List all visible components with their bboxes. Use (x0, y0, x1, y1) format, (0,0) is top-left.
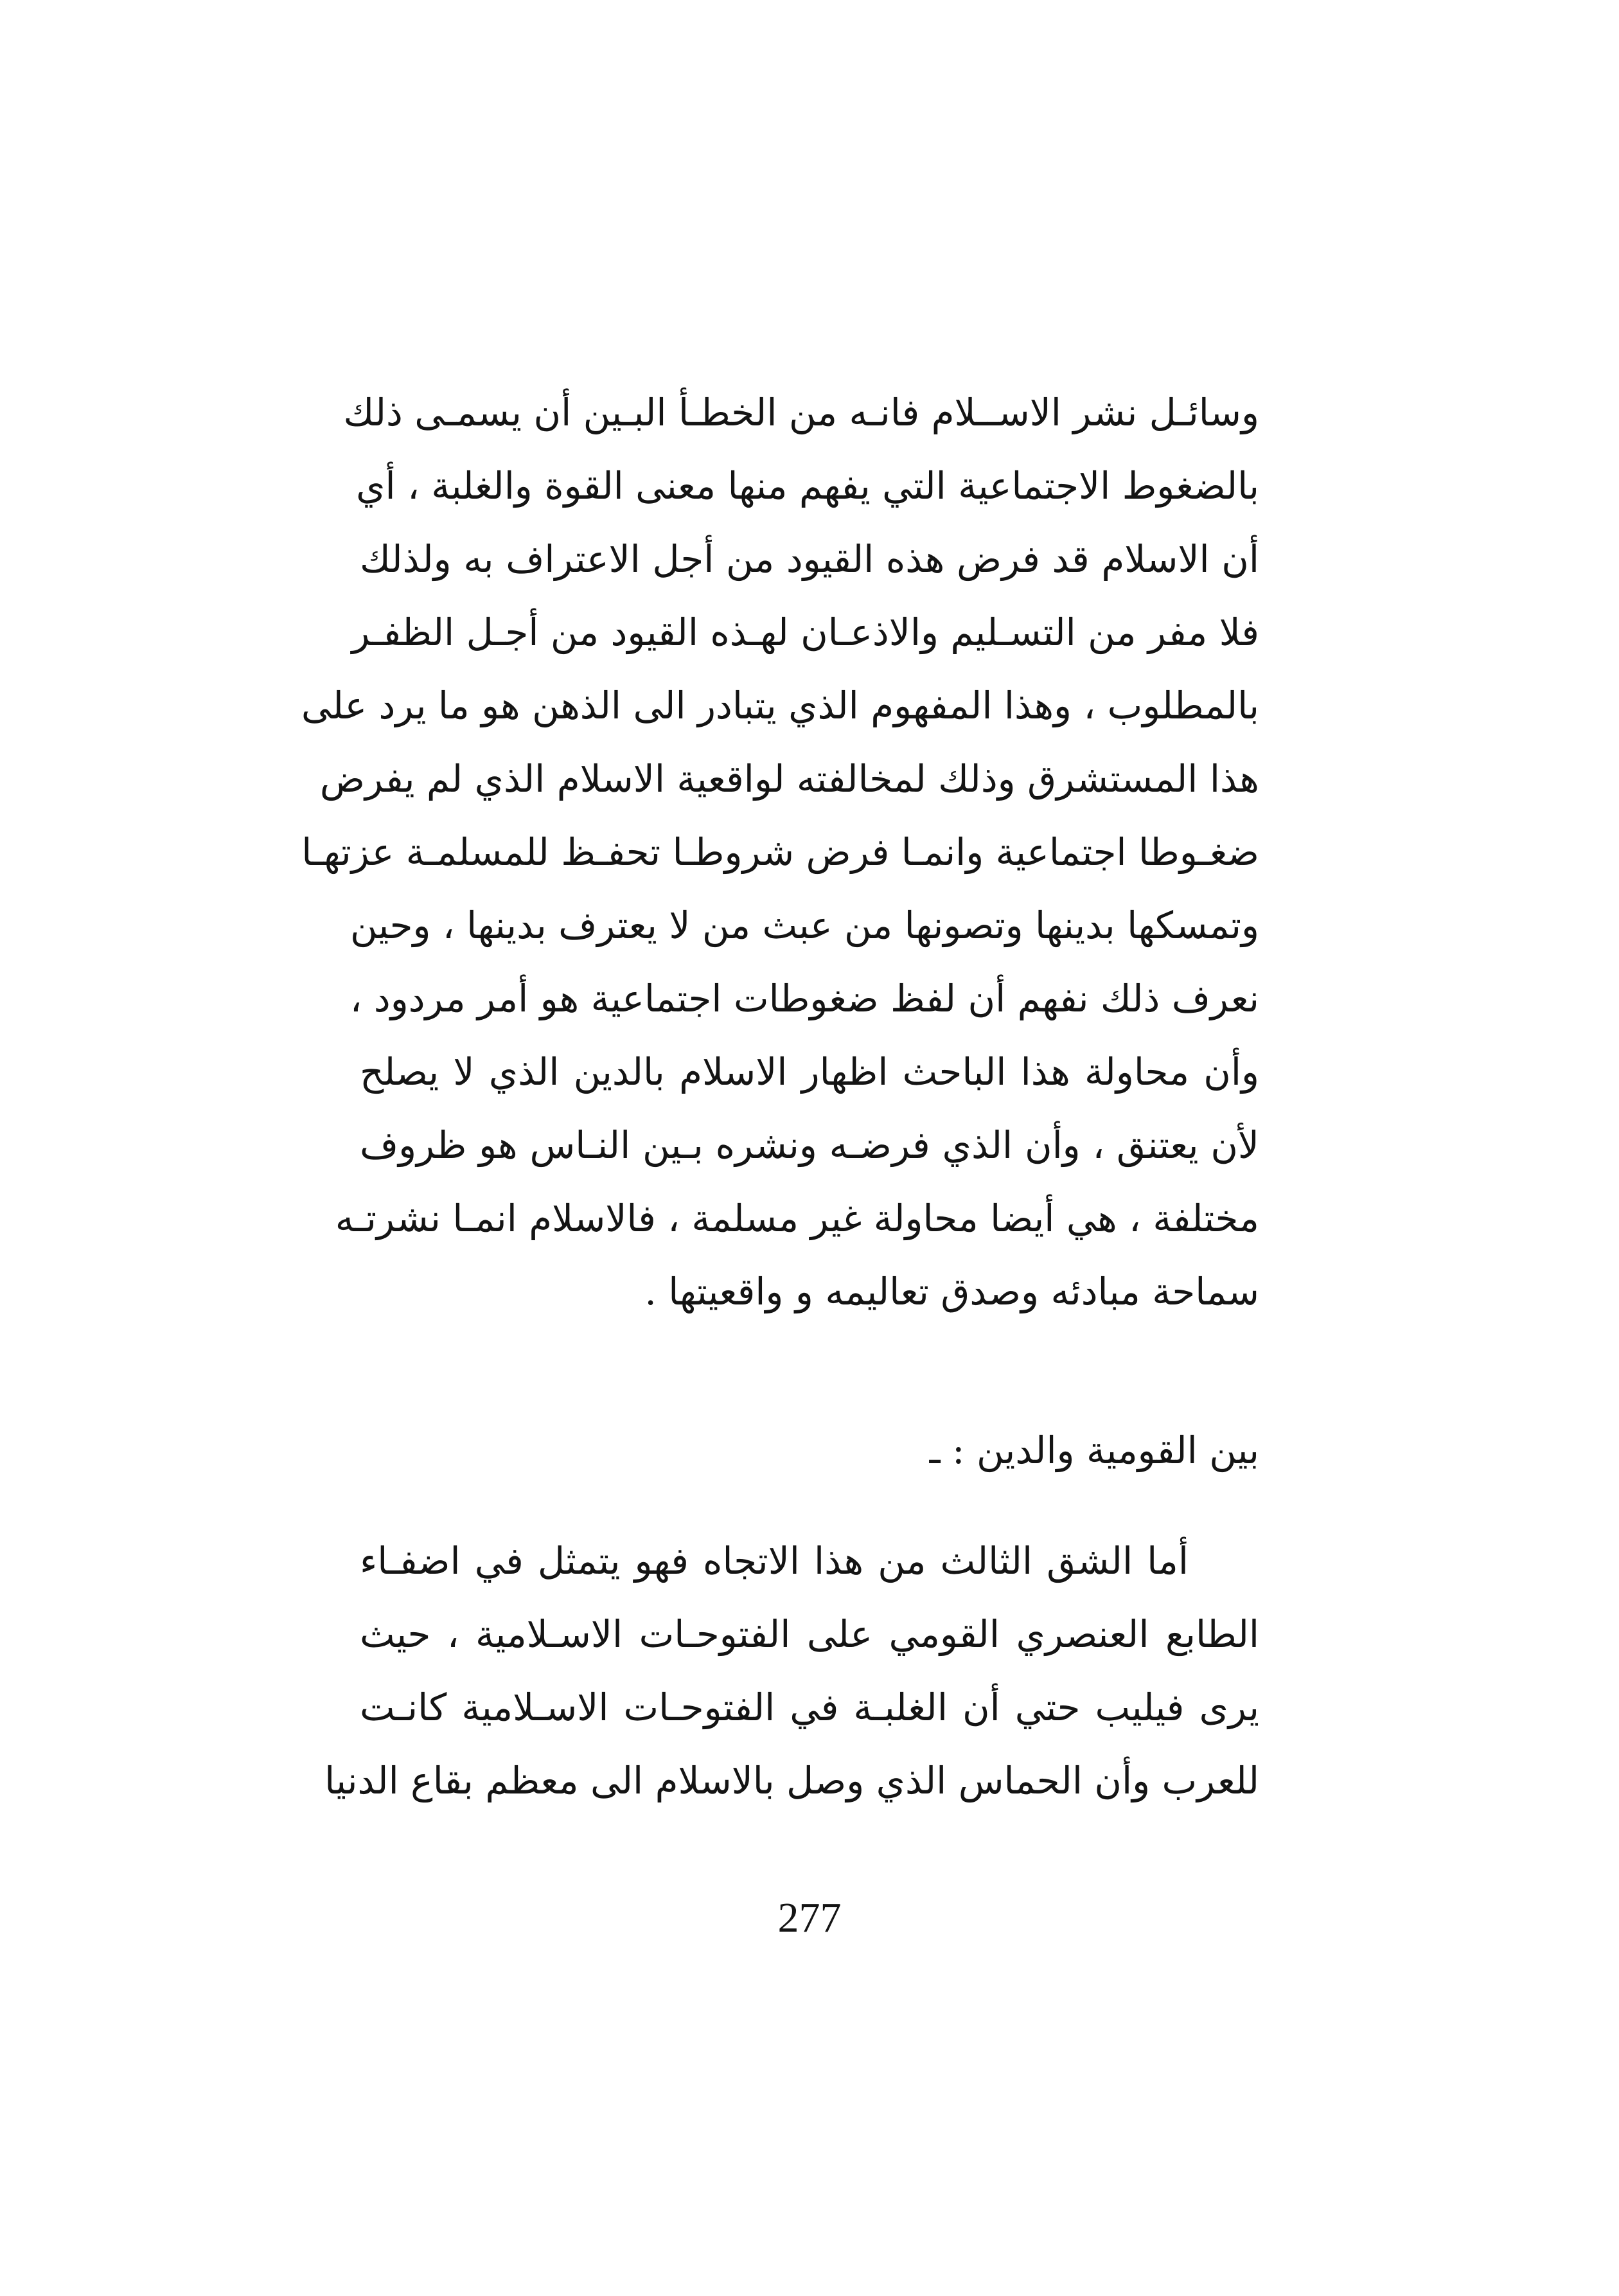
paragraph-2-line: أما الشق الثالث من هذا الاتجاه فهو يتمثل في اضفـاء (360, 1539, 1189, 1583)
paragraph-1-line: سماحة مبادئه وصدق تعاليمه و واقعيتها . (644, 1270, 1259, 1313)
paragraph-2 (324, 1524, 1259, 1817)
paragraph-2-line: الطابع العنصري القومي على الفتوحـات الاسـلامية ، حيث (360, 1612, 1259, 1656)
paragraph-1-line: وتمسكها بدينها وتصونها من عبث من لا يعترف بدينها ، وحين (349, 903, 1259, 947)
paragraph-2-line: يرى فيليب حتي أن الغلبـة في الفتوحـات الاسـلامية كانـت (360, 1686, 1259, 1729)
paragraph-1-line: ضغـوطا اجتماعية وانمـا فرض شروطـا تحفـظ للمسلمـة عزتهـا (301, 830, 1259, 874)
section-heading: بين القومية والدين : ـ (929, 1428, 1259, 1472)
paragraph-1-line: بالمطلوب ، وهذا المفهوم الذي يتبادر الى الذهن هو ما يرد على (301, 684, 1259, 727)
page-number: 277 (777, 1894, 842, 1941)
paragraph-1 (301, 376, 1259, 1328)
paragraph-1-line: نعرف ذلك نفهم أن لفظ ضغوطات اجتماعية هو أمر مردود ، (349, 977, 1259, 1020)
paragraph-1-line: لأن يعتنق ، وأن الذي فرضـه ونشره بـين النـاس هو ظروف (360, 1123, 1259, 1167)
paragraph-1-line: بالضغوط الاجتماعية التي يفهم منها معنى القوة والغلبة ، أي (356, 464, 1259, 508)
paragraph-1-line: هذا المستشرق وذلك لمخالفته لواقعية الاسلام الذي لم يفرض (319, 757, 1259, 801)
paragraph-1-line: وسائـل نشر الاســلام فانـه من الخطـأ البـين أن يسمـى ذلك (343, 391, 1259, 434)
paragraph-1-line: مختلفة ، هي أيضا محاولة غير مسلمة ، فالاسلام انمـا نشرتـه (335, 1197, 1259, 1240)
paragraph-2-line: للعرب وأن الحماس الذي وصل بالاسلام الى معظم بقاع الدنيا (324, 1759, 1259, 1802)
paragraph-1-line: أن الاسلام قد فرض هذه القيود من أجل الاعتراف به ولذلك (360, 537, 1259, 581)
paragraph-1-line: وأن محاولة هذا الباحث اظهار الاسلام بالدين الذي لا يصلح (360, 1050, 1259, 1094)
paragraph-1-line: فلا مفر من التسـليم والاذعـان لهـذه القيود من أجـل الظفـر (351, 610, 1259, 654)
